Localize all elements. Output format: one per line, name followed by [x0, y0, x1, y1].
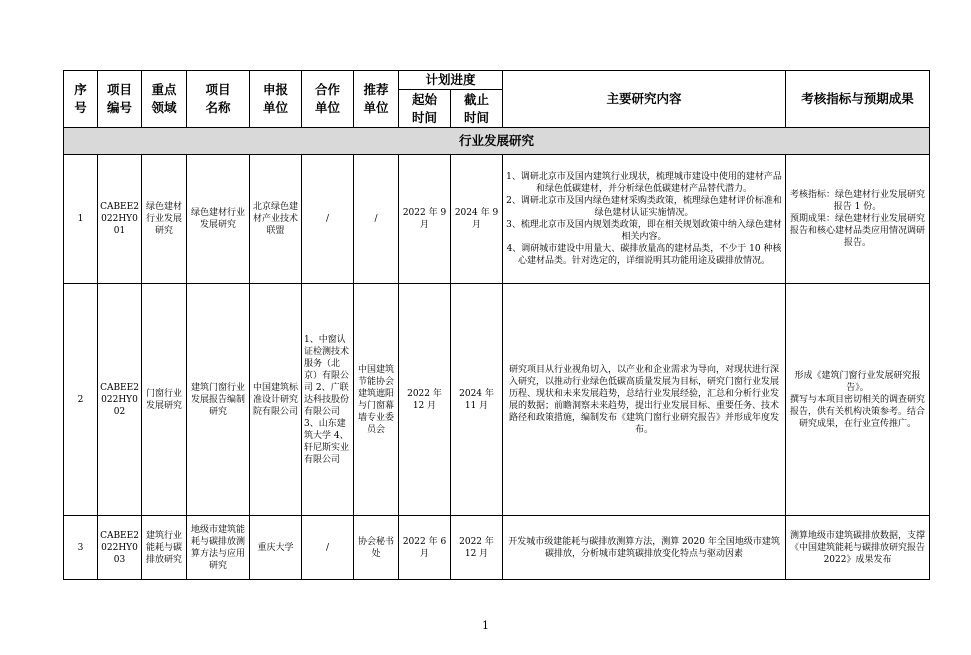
- content-item: 开发城市级建能耗与碳排放测算方法，测算 2020 年全国地级市建筑碳排放，分析城市建筑碳排放变化特点与驱动因素: [508, 536, 780, 559]
- cell-content: [503, 516, 786, 580]
- header-end: 截止 时间: [451, 90, 503, 128]
- cell-field: 绿色建材行业发展研究: [142, 155, 187, 284]
- cell-end: 2024 年 9 月: [451, 155, 503, 284]
- cell-applicant: 重庆大学: [250, 516, 302, 580]
- cell-partner: 1、中窗认证检测技术服务（北京）有限公司 2、广联达科技股份有限公司 3、山东建筑大学 4、轩尼斯实业有限公司: [302, 284, 354, 516]
- header-name: 项目 名称: [187, 71, 250, 128]
- cell-name: 建筑门窗行业发展报告编制研究: [187, 284, 250, 516]
- header-partner: 合作 单位: [302, 71, 354, 128]
- content-item: 1、调研北京市及国内建筑行业现状，梳理城市建设中使用的建材产品和绿色低碳建材，并分析绿色低碳建材产品替代潜力。: [506, 172, 782, 194]
- cell-code: CABEE2022HY001: [98, 155, 142, 284]
- cell-code: CABEE2022HY002: [98, 284, 142, 516]
- cell-end: 2022 年 12 月: [451, 516, 503, 580]
- cell-recommender: 中国建筑节能协会建筑遮阳与门窗幕墙专业委员会: [354, 284, 399, 516]
- cell-applicant: 中国建筑标准设计研究院有限公司: [250, 284, 302, 516]
- cell-applicant: 北京绿色建材产业技术联盟: [250, 155, 302, 284]
- section-row: [64, 128, 930, 155]
- header-start: 起始 时间: [399, 90, 451, 128]
- cell-start: 2022 年 6 月: [399, 516, 451, 580]
- cell-start: 2022 年 12 月: [399, 284, 451, 516]
- cell-outcome: [786, 155, 930, 284]
- cell-field: 建筑行业能耗与碳排放研究: [142, 516, 187, 580]
- content-item: 研究项目从行业视角切入，以产业和企业需求为导向，对现状进行深入研究，以推动行业绿色低碳高质量发展为目标，研究门窗行业发展历程、现状和未来发展趋势，总结行业发展经验，汇总和分析行业发展的数据；前瞻洞察未来趋势，提出行业发展目标、重要任务、技术路径和政策措施，编制发布《建筑门窗行业研究报告》并形成年度发布。: [509, 364, 780, 435]
- cell-partner: /: [302, 516, 354, 580]
- cell-seq: 3: [64, 516, 98, 580]
- cell-code: CABEE2022HY003: [98, 516, 142, 580]
- outcome-item: 考核指标：绿色建材行业发展研究报告 1 份。: [790, 190, 926, 212]
- cell-end: 2024 年 11 月: [451, 284, 503, 516]
- cell-name: 绿色建材行业发展研究: [187, 155, 250, 284]
- cell-recommender: /: [354, 155, 399, 284]
- cell-content: [503, 284, 786, 516]
- header-plan: 计划进度: [399, 71, 503, 90]
- section-title: 行业发展研究: [64, 128, 930, 155]
- cell-name: 地级市建筑能耗与碳排放测算方法与应用研究: [187, 516, 250, 580]
- outcome-item: 撰写与本项目密切相关的调查研究报告，供有关机构决策参考。结合研究成果，在行业宣传推广。: [790, 394, 926, 429]
- cell-partner: /: [302, 155, 354, 284]
- cell-recommender: 协会秘书处: [354, 516, 399, 580]
- cell-start: 2022 年 9 月: [399, 155, 451, 284]
- content-item: 2、调研北京市及国内绿色建材采购类政策，梳理绿色建材评价标准和绿色建材认证实施情况。: [506, 196, 782, 218]
- header-content: 主要研究内容: [503, 71, 786, 128]
- cell-seq: 1: [64, 155, 98, 284]
- header-row: [64, 71, 930, 90]
- header-code: 项目 编号: [98, 71, 142, 128]
- project-table: [63, 70, 930, 580]
- header-seq: 序 号: [64, 71, 98, 128]
- header-outcome: 考核指标与预期成果: [786, 71, 930, 128]
- cell-content: [503, 155, 786, 284]
- cell-seq: 2: [64, 284, 98, 516]
- cell-field: 门窗行业发展研究: [142, 284, 187, 516]
- table-row: [64, 155, 930, 284]
- cell-outcome: [786, 284, 930, 516]
- outcome-item: 形成《建筑门窗行业发展研究报告》。: [794, 370, 921, 393]
- content-item: 3、梳理北京市及国内规划类政策，即在相关规划政策中纳入绿色建材相关内容。: [506, 220, 782, 242]
- header-applicant: 申报 单位: [250, 71, 302, 128]
- outcome-item: 测算地级市建筑碳排放数据，支撑《中国建筑能耗与碳排放研究报告 2022》成果发布: [790, 530, 926, 565]
- header-recommender: 推荐 单位: [354, 71, 399, 128]
- cell-outcome: [786, 516, 930, 580]
- table-row: [64, 516, 930, 580]
- page-number: 1: [482, 619, 489, 632]
- header-field: 重点 领域: [142, 71, 187, 128]
- table-row: [64, 284, 930, 516]
- outcome-item: 预期成果：绿色建材行业发展研究报告和核心建材品类应用情况调研报告。: [790, 214, 926, 248]
- content-item: 4、调研城市建设中用量大、碳排放量高的建材品类，不少于 10 种核心建材品类。针对选定的，详细说明其功能用途及碳排放情况。: [506, 244, 782, 266]
